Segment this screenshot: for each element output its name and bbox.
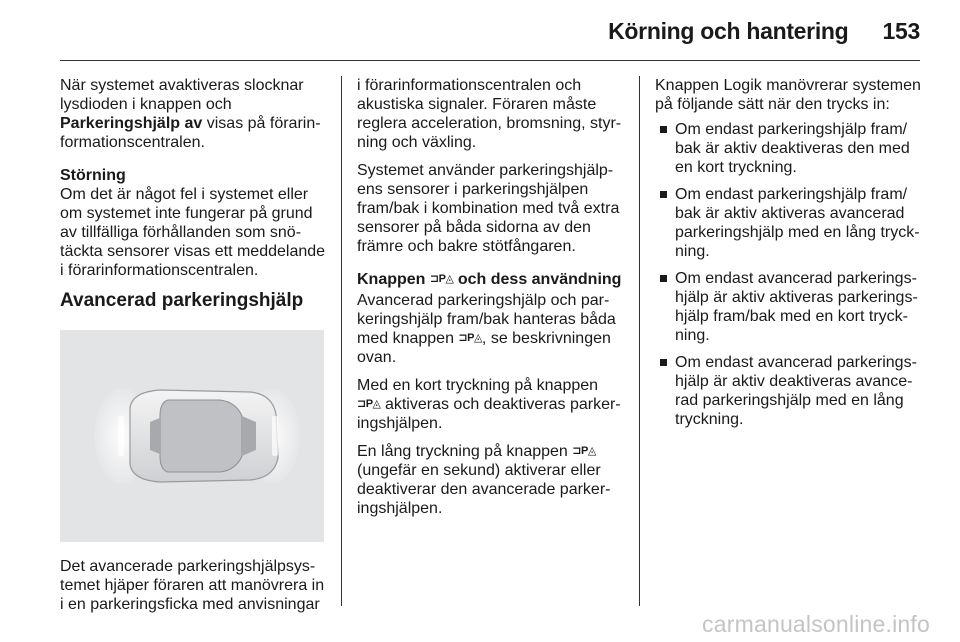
col2-paragraph-2: Systemet använder parkeringshjälp-ens sensorer i parkeringshjälpen fram/bak i kombination med två extra sensorer på båda sidorna av den främre och bakre stötfångaren. [357,162,620,255]
fault-heading: Störning [60,167,126,184]
col2-paragraph-5: En lång tryckning på knappen ⊐P◬ (ungefär en sekund) aktiverar eller deaktiverar den avancerade parker-ingshjälpen. [357,443,611,517]
column-divider-2 [639,76,640,606]
parking-off-label: Parkeringshjälp av [60,115,203,132]
bullet-icon [660,275,667,282]
parking-illustration [60,330,324,542]
fault-paragraph [60,166,328,280]
logic-intro: Knappen Logik manövrerar systemen på följande sätt när den trycks in: [655,77,921,113]
section-heading: Avancerad parkeringshjälp [60,290,304,311]
list-item: Om endast parkeringshjälp fram/ bak är aktiv deaktiveras den med en kort tryckning. [655,120,925,177]
car-roof [160,400,242,472]
parking-assist-icon: ⊐P◬ [357,398,381,410]
page-header [608,18,920,45]
intro-paragraph: Det avancerade parkeringshjälpsys-temet hjäper föraren att manövrera in i en parkeringsficka med anvisningar [60,558,325,613]
column-1 [60,76,328,623]
header-divider [60,60,920,61]
column-3 [655,76,925,437]
parking-assist-icon: ⊐P◬ [458,332,482,344]
col2-paragraph-4: Med en kort tryckning på knappen ⊐P◬ aktiveras och deaktiveras parker-ingshjälpen. [357,377,621,432]
bullet-icon [660,359,667,366]
page-title: Körning och hantering [608,18,849,44]
watermark: carmanualsonline.info [702,611,930,637]
rear-window [150,418,160,454]
list-item: Om endast avancerad parkerings-hjälp är aktiv aktiveras parkerings-hjälp fram/bak med en kort tryck-ning. [655,269,925,345]
car-sensor-diagram [60,330,324,542]
bullet-icon [660,126,667,133]
parking-assist-icon: ⊐P◬ [572,445,596,457]
column-2 [357,76,625,527]
list-item: Om endast parkeringshjälp fram/ bak är aktiv aktiveras avancerad parkeringshjälp med en lång tryck-ning. [655,185,925,261]
list-item: Om endast avancerad parkerings-hjälp är aktiv deaktiveras avance-rad parkeringshjälp med en lång tryckning. [655,353,925,429]
deactivation-paragraph: När systemet avaktiveras slocknar lysdioden i knappen och Parkeringshjälp av visas på förarin-formationscentralen. [60,77,321,151]
col2-paragraph-1: i förarinformationscentralen och akustiska signaler. Föraren måste reglera acceleration, bromsning, styr-ning och växling. [357,77,622,151]
windshield [242,416,256,456]
parking-assist-icon: ⊐P◬ [429,273,454,285]
logic-list [655,120,925,429]
fault-text: Om det är något fel i systemet eller om systemet inte fungerar på grund av tillfälliga förhållanden som snö-täckta sensorer visas ett meddelande i förarinformationscentralen. [60,186,326,279]
page-number: 153 [882,18,920,44]
col2-paragraph-3: Avancerad parkeringshjälp och par-keringshjälp fram/bak hanteras båda med knappen ⊐P◬, se beskrivningen ovan. [357,292,616,366]
bullet-icon [660,191,667,198]
column-divider-1 [341,76,342,606]
button-usage-heading: Knappen ⊐P◬ och dess användning [357,271,622,288]
